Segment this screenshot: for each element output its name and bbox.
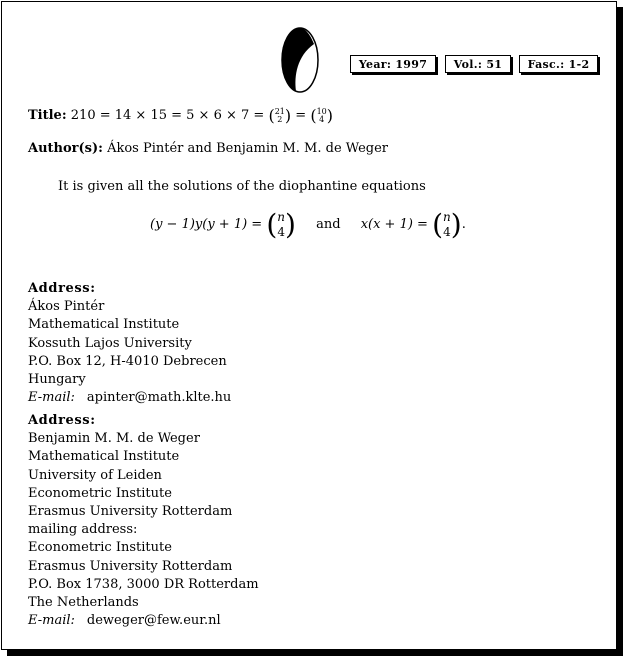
title-binomial-1: (21 2 ) <box>268 106 292 125</box>
binom1-bottom: 2 <box>277 114 283 124</box>
address-1-heading: Address: <box>28 281 96 296</box>
address-2-email-link[interactable]: deweger@few.eur.nl <box>86 613 221 629</box>
eq1-binom-bottom: 4 <box>277 224 285 239</box>
address-2-line: Econometric Institute <box>28 485 172 501</box>
address-1-line: Hungary <box>28 372 86 388</box>
authors-names: Ákos Pintér and Benjamin M. M. de Weger <box>107 141 389 156</box>
address-2-line: University of Leiden <box>28 467 162 483</box>
address-1-line: Kossuth Lajos University <box>28 335 192 351</box>
address-2-line: Erasmus University Rotterdam <box>28 558 233 574</box>
fascicle-badge: Fasc.: 1-2 <box>519 55 598 73</box>
address-2-line: The Netherlands <box>28 595 139 611</box>
document-page <box>1 1 617 650</box>
address-block-2 <box>28 412 259 630</box>
binom2-top: 10 <box>316 106 327 116</box>
authors-label: Author(s): <box>28 141 103 156</box>
binom1-top: 21 <box>274 106 285 116</box>
binom2-bottom: 4 <box>319 114 325 124</box>
equation-and: and <box>316 217 341 232</box>
title-row <box>28 106 333 125</box>
equation-1-binomial: (n 4) <box>266 208 296 241</box>
address-2-line: Erasmus University Rotterdam <box>28 504 233 520</box>
eq2-binom-bottom: 4 <box>443 224 451 239</box>
volume-badge: Vol.: 51 <box>445 55 511 73</box>
title-eq-sign: = <box>295 108 307 123</box>
address-2-line: Mathematical Institute <box>28 449 180 465</box>
address-2-heading: Address: <box>28 413 96 428</box>
address-1-email-label: E-mail: <box>28 390 75 406</box>
equation-period: . <box>461 217 466 232</box>
abstract-equation <box>150 208 466 241</box>
year-badge: Year: 1997 <box>350 55 436 73</box>
journal-logo-icon <box>280 26 320 94</box>
address-1-line: P.O. Box 12, H-4010 Debrecen <box>28 353 227 369</box>
equation-2-lhs: x(x + 1) = <box>360 217 428 232</box>
address-2-line: Benjamin M. M. de Weger <box>28 431 200 447</box>
address-1-line: Ákos Pintér <box>28 299 105 315</box>
address-2-line: P.O. Box 1738, 3000 DR Rotterdam <box>28 576 259 592</box>
equation-1-lhs: (y − 1)y(y + 1) = <box>150 217 263 232</box>
address-2-line: mailing address: <box>28 522 138 538</box>
title-expression: 210 = 14 × 15 = 5 × 6 × 7 = <box>70 108 265 123</box>
authors-row <box>28 141 388 156</box>
abstract-text: It is given all the solutions of the diophantine equations <box>58 179 426 194</box>
equation-2-binomial: (n 4) <box>432 208 462 241</box>
eq2-binom-top: n <box>443 209 451 224</box>
address-block-1 <box>28 280 231 407</box>
address-2-email-label: E-mail: <box>28 613 75 629</box>
address-2-email-row <box>28 612 259 630</box>
address-1-email-link[interactable]: apinter@math.klte.hu <box>86 390 232 406</box>
eq1-binom-top: n <box>277 209 286 224</box>
address-1-email-row <box>28 389 231 407</box>
title-binomial-2: (10 4 ) <box>310 106 334 125</box>
address-1-line: Mathematical Institute <box>28 317 180 333</box>
title-label: Title: <box>28 108 67 123</box>
address-2-line: Econometric Institute <box>28 540 172 556</box>
